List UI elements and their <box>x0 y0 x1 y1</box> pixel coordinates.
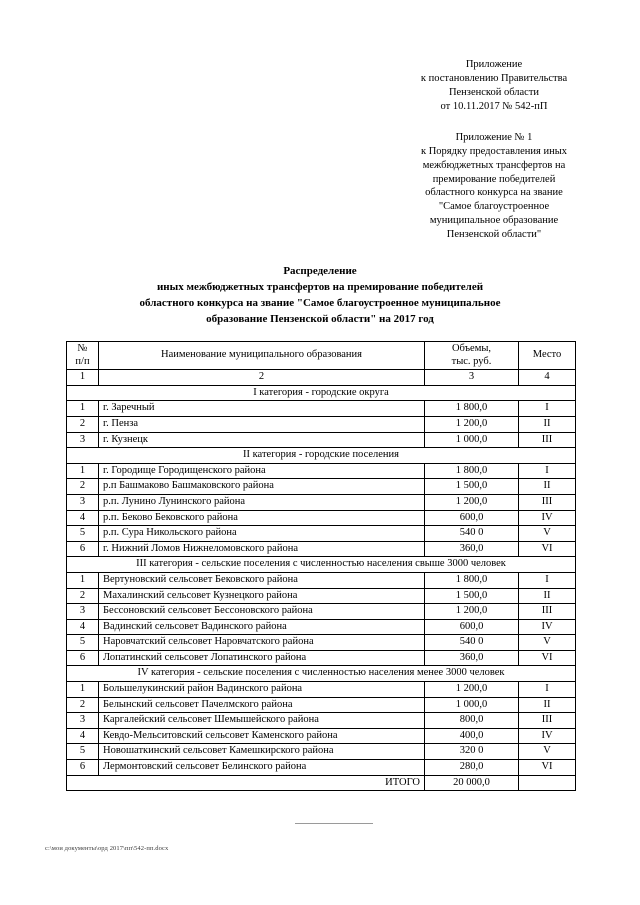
column-number-4: 4 <box>519 370 576 386</box>
page-title <box>60 264 580 328</box>
cell-volume: 1 000,0 <box>425 697 519 713</box>
cell-num: 3 <box>67 494 99 510</box>
cell-name: Каргалейский сельсовет Шемышейского района <box>99 713 425 729</box>
footer-divider-rule <box>295 823 373 824</box>
cell-volume: 1 200,0 <box>425 416 519 432</box>
cell-num: 2 <box>67 588 99 604</box>
cell-num: 1 <box>67 463 99 479</box>
page-title-line-4: образование Пензенской области" на 2017 год <box>206 312 434 325</box>
footer-file-path: c:\мои документы\орд 2017\пп\542-пп.docx <box>45 845 169 852</box>
column-header-volume-line: тыс. руб. <box>451 355 492 367</box>
cell-name: Новошаткинский сельсовет Камешкирского района <box>99 744 425 760</box>
cell-num: 4 <box>67 728 99 744</box>
cell-name: Кевдо-Мельситовский сельсовет Каменского района <box>99 728 425 744</box>
table-row <box>67 604 576 620</box>
appendix-number-line-5: областного конкурса на звание <box>425 187 563 199</box>
cell-name: р.п. Беково Бековского района <box>99 510 425 526</box>
cell-volume: 800,0 <box>425 713 519 729</box>
section-caption-3: III категория - сельские поселения с численностью населения свыше 3000 человек <box>67 557 576 573</box>
cell-volume: 1 500,0 <box>425 588 519 604</box>
table-row <box>67 432 576 448</box>
cell-place: V <box>519 635 576 651</box>
appendix-reference-line-2: к постановлению Правительства <box>420 72 568 84</box>
cell-volume: 360,0 <box>425 541 519 557</box>
cell-num: 5 <box>67 744 99 760</box>
cell-place: III <box>519 713 576 729</box>
appendix-reference-line-3: Пензенской области <box>448 86 540 98</box>
cell-name: г. Пенза <box>99 416 425 432</box>
table-row <box>67 463 576 479</box>
table-row <box>67 588 576 604</box>
section-header-row <box>67 448 576 464</box>
table-row <box>67 494 576 510</box>
table-row <box>67 541 576 557</box>
appendix-reference-block <box>378 58 610 113</box>
appendix-number-line-3: межбюджетных трансфертов на <box>422 159 566 171</box>
cell-volume: 540 0 <box>425 526 519 542</box>
cell-place: I <box>519 682 576 698</box>
appendix-number-line-4: премирование победителей <box>432 173 556 185</box>
page-title-line-2: иных межбюджетных трансфертов на премирование победителей <box>156 280 484 293</box>
table-row <box>67 619 576 635</box>
appendix-reference-line-4: от 10.11.2017 № 542-пП <box>440 100 548 112</box>
cell-num: 2 <box>67 416 99 432</box>
cell-place: IV <box>519 510 576 526</box>
column-header-name: Наименование муниципального образования <box>99 342 425 370</box>
cell-place: I <box>519 401 576 417</box>
table-row <box>67 713 576 729</box>
cell-num: 4 <box>67 510 99 526</box>
section-caption-1: I категория - городские округа <box>67 385 576 401</box>
cell-name: Лермонтовский сельсовет Белинского района <box>99 760 425 776</box>
cell-volume: 1 200,0 <box>425 682 519 698</box>
cell-place: III <box>519 604 576 620</box>
table-row <box>67 572 576 588</box>
cell-num: 6 <box>67 650 99 666</box>
cell-name: г. Нижний Ломов Нижнеломовского района <box>99 541 425 557</box>
table-body <box>67 342 576 791</box>
cell-name: г. Кузнецк <box>99 432 425 448</box>
cell-place: III <box>519 432 576 448</box>
cell-volume: 280,0 <box>425 760 519 776</box>
cell-place: VI <box>519 541 576 557</box>
cell-name: г. Городище Городищенского района <box>99 463 425 479</box>
cell-num: 4 <box>67 619 99 635</box>
total-row <box>67 775 576 791</box>
table-row <box>67 697 576 713</box>
table-row <box>67 650 576 666</box>
cell-num: 2 <box>67 697 99 713</box>
cell-place: II <box>519 479 576 495</box>
distribution-table <box>66 341 576 791</box>
column-number-3: 3 <box>425 370 519 386</box>
table-row <box>67 682 576 698</box>
appendix-reference-line-1: Приложение <box>465 59 523 70</box>
cell-name: Лопатинский сельсовет Лопатинского района <box>99 650 425 666</box>
section-header-row <box>67 557 576 573</box>
appendix-number-line-8: Пензенской области" <box>446 229 542 241</box>
cell-name: Большелукинский район Вадинского района <box>99 682 425 698</box>
cell-num: 3 <box>67 604 99 620</box>
column-header-num <box>67 342 99 370</box>
column-header-num-line: № <box>77 343 88 354</box>
cell-volume: 360,0 <box>425 650 519 666</box>
column-header-num-line: п/п <box>75 355 90 367</box>
cell-name: р.п. Лунино Лунинского района <box>99 494 425 510</box>
table-row <box>67 744 576 760</box>
cell-volume: 1 800,0 <box>425 401 519 417</box>
cell-volume: 400,0 <box>425 728 519 744</box>
cell-name: Вертуновский сельсовет Бековского района <box>99 572 425 588</box>
cell-name: Махалинский сельсовет Кузнецкого района <box>99 588 425 604</box>
table-header-row <box>67 342 576 370</box>
cell-name: р.п Башмаково Башмаковского района <box>99 479 425 495</box>
table-row <box>67 401 576 417</box>
section-caption-4: IV категория - сельские поселения с численностью населения менее 3000 человек <box>67 666 576 682</box>
cell-volume: 1 200,0 <box>425 494 519 510</box>
cell-name: Вадинский сельсовет Вадинского района <box>99 619 425 635</box>
column-header-volume-line: Объемы, <box>451 343 492 354</box>
column-header-place: Место <box>519 342 576 370</box>
table-row <box>67 728 576 744</box>
cell-name: Бессоновский сельсовет Бессоновского района <box>99 604 425 620</box>
cell-volume: 1 200,0 <box>425 604 519 620</box>
cell-place: IV <box>519 619 576 635</box>
table-row <box>67 416 576 432</box>
cell-place: I <box>519 572 576 588</box>
cell-num: 2 <box>67 479 99 495</box>
table-row <box>67 760 576 776</box>
page-title-line-3: областного конкурса на звание "Самое благоустроенное муниципальное <box>139 296 501 309</box>
cell-place: V <box>519 744 576 760</box>
cell-num: 1 <box>67 682 99 698</box>
table-row <box>67 526 576 542</box>
total-volume: 20 000,0 <box>425 775 519 791</box>
cell-num: 6 <box>67 541 99 557</box>
cell-place: II <box>519 588 576 604</box>
appendix-number-block <box>378 131 610 242</box>
cell-volume: 600,0 <box>425 510 519 526</box>
cell-num: 3 <box>67 432 99 448</box>
appendix-number-line-7: муниципальное образование <box>429 215 559 227</box>
cell-volume: 1 800,0 <box>425 572 519 588</box>
cell-place: II <box>519 697 576 713</box>
cell-volume: 1 500,0 <box>425 479 519 495</box>
cell-num: 1 <box>67 401 99 417</box>
cell-volume: 540 0 <box>425 635 519 651</box>
cell-num: 3 <box>67 713 99 729</box>
cell-name: Белынский сельсовет Пачелмского района <box>99 697 425 713</box>
cell-place: II <box>519 416 576 432</box>
section-header-row <box>67 666 576 682</box>
cell-place: IV <box>519 728 576 744</box>
table-row <box>67 635 576 651</box>
column-number-1: 1 <box>67 370 99 386</box>
cell-name: р.п. Сура Никольского района <box>99 526 425 542</box>
column-number-row <box>67 370 576 386</box>
column-number-2: 2 <box>99 370 425 386</box>
appendix-number-line-6: "Самое благоустроенное <box>438 201 550 213</box>
section-caption-2: II категория - городские поселения <box>67 448 576 464</box>
cell-volume: 320 0 <box>425 744 519 760</box>
cell-volume: 600,0 <box>425 619 519 635</box>
cell-num: 5 <box>67 526 99 542</box>
appendix-number-line-1: Приложение № 1 <box>455 132 533 143</box>
cell-place: V <box>519 526 576 542</box>
cell-place: I <box>519 463 576 479</box>
cell-place: VI <box>519 760 576 776</box>
cell-num: 5 <box>67 635 99 651</box>
cell-num: 6 <box>67 760 99 776</box>
page-title-line-1: Распределение <box>283 265 357 277</box>
cell-name: Наровчатский сельсовет Наровчатского района <box>99 635 425 651</box>
appendix-number-line-2: к Порядку предоставления иных <box>420 145 568 157</box>
cell-place: III <box>519 494 576 510</box>
cell-volume: 1 800,0 <box>425 463 519 479</box>
table-row <box>67 479 576 495</box>
distribution-table-wrapper <box>66 341 575 791</box>
cell-num: 1 <box>67 572 99 588</box>
table-row <box>67 510 576 526</box>
cell-place: VI <box>519 650 576 666</box>
total-label: ИТОГО <box>67 775 425 791</box>
section-header-row <box>67 385 576 401</box>
cell-volume: 1 000,0 <box>425 432 519 448</box>
total-place <box>519 775 576 791</box>
cell-name: г. Заречный <box>99 401 425 417</box>
column-header-volume <box>425 342 519 370</box>
